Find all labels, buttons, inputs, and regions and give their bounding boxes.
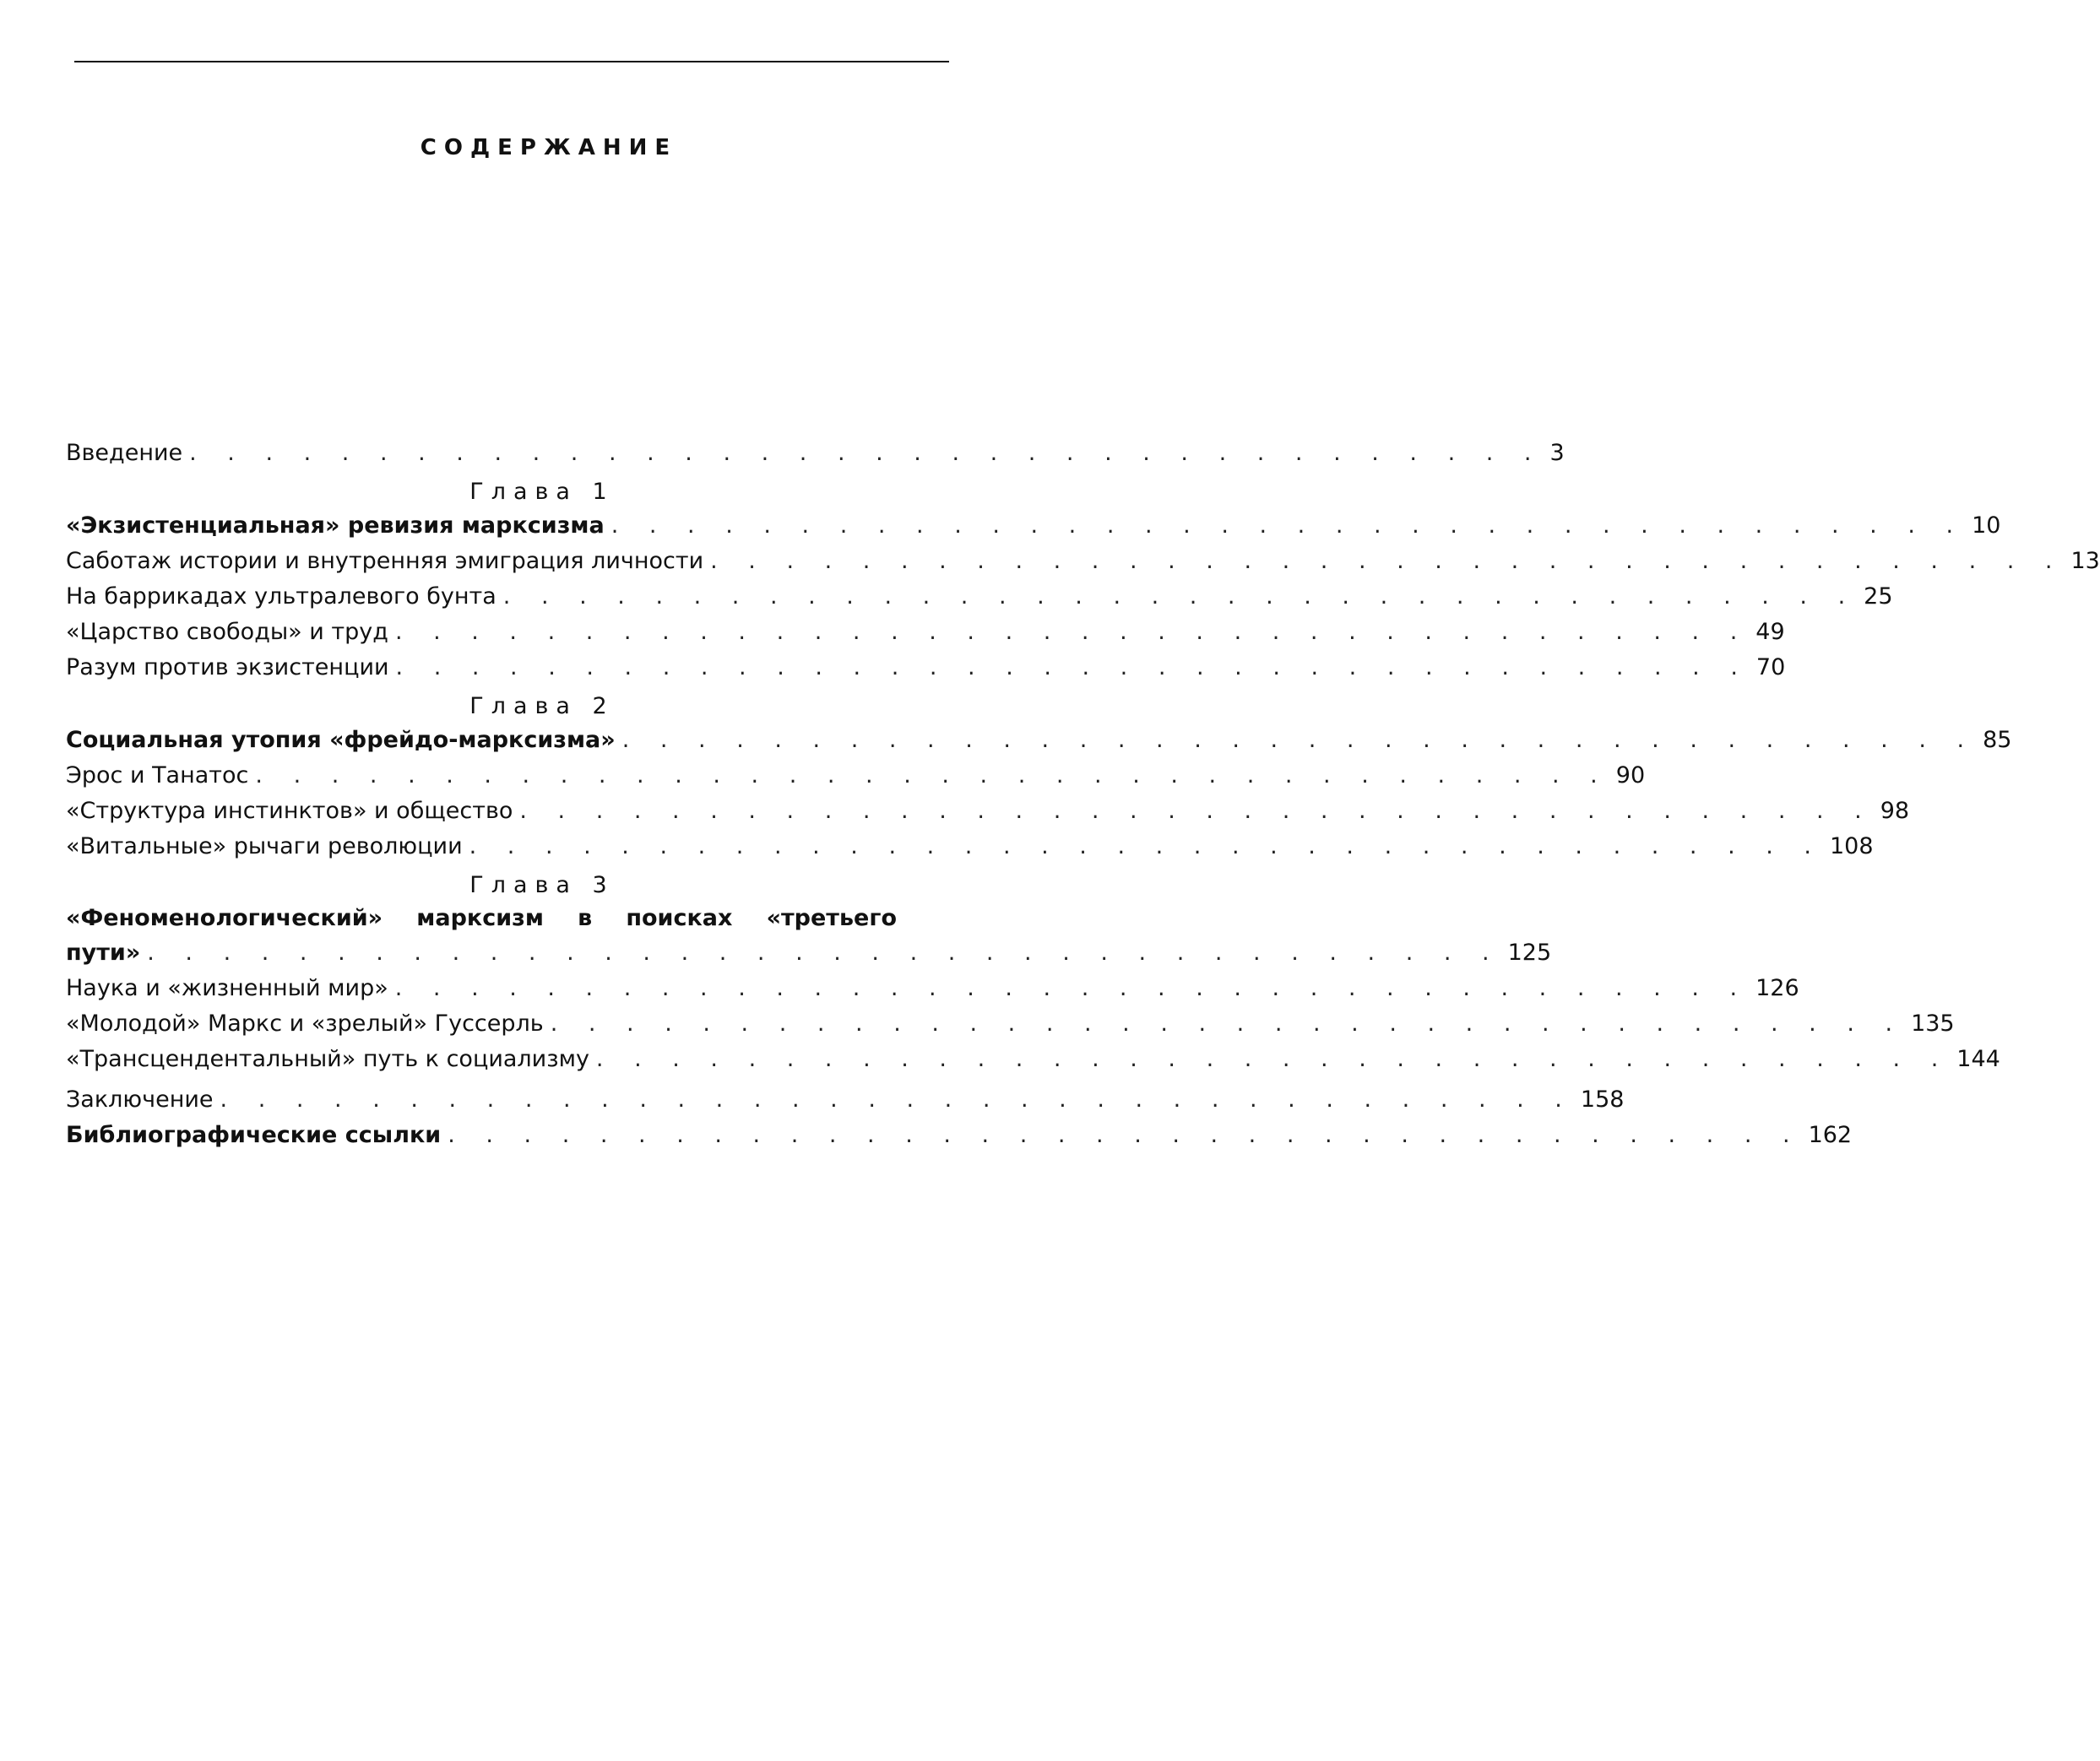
toc-entry-title: Заключение [66,1086,214,1113]
leader-dots: . . . . . . . . . . . . . . . . . . . . . . . . . . . . . . . . . . . . [502,583,1858,610]
leader-dots: . . . . . . . . . . . . . . . . . . . . . . . . . . . . . . . . . . . . [710,548,2065,574]
leader-dots: . . . . . . . . . . . . . . . . . . . . . . . . . . . . . . . . . . . . [147,940,1501,966]
toc-entry-title: «Трансцендентальный» путь к социализму [66,1046,589,1072]
toc-entry-conclusion[interactable] [66,1082,1625,1118]
toc-entry[interactable] [66,615,1785,650]
leader-dots: . . . . . . . . . . . . . . . . . . . . . . . . . . . . . . . . . . . . [610,512,1966,539]
toc-entry-title: Социальная утопия «фрейдо-марксизма» [66,727,616,753]
toc-entry-page: 85 [1983,727,2012,753]
toc-entry[interactable] [66,758,1646,794]
toc-entry-intro[interactable] [66,436,1565,471]
toc-entry-page: 3 [1549,440,1565,466]
toc-entry-page: 98 [1880,798,1910,824]
toc-entry[interactable] [66,971,1799,1006]
chapter-heading-3: Глава 3 [469,872,615,898]
chapter-heading-1: Глава 1 [469,479,615,505]
toc-entry-first-line[interactable] [66,902,951,935]
toc-entry[interactable] [66,544,2100,579]
leader-dots: . . . . . . . . . . . . . . . . . . . . . . . . . . . . . . . . . . . . [595,1046,1951,1072]
toc-entry-second-line[interactable] [66,935,1552,971]
toc-entry-title: «Витальные» рычаги революции [66,833,463,859]
toc-entry-page: 144 [1956,1046,2000,1072]
toc-entry-page: 49 [1755,619,1785,645]
toc-entry-title: «Молодой» Маркс и «зрелый» Гуссерль [66,1011,544,1037]
toc-entry-title: «Царство свободы» и труд [66,619,388,645]
toc-entry-page: 162 [1808,1122,1853,1148]
top-rule [74,61,949,62]
toc-entry[interactable] [66,579,1893,615]
leader-dots: . . . . . . . . . . . . . . . . . . . . . . . . . . . . . . . . . . . . [189,440,1544,466]
toc-entry-page: 10 [1972,512,2001,539]
toc-entry-title: Саботаж истории и внутренняя эмиграция личности [66,548,704,574]
toc-entry-title: Разум против экзистенции [66,654,389,680]
leader-dots: . . . . . . . . . . . . . . . . . . . . . . . . . . . . . . . . . . . . [395,654,1750,680]
toc-entry-references[interactable] [66,1118,1853,1153]
toc-entry-page: 135 [1911,1011,1955,1037]
toc-entry[interactable] [66,1042,2000,1077]
toc-entry-title: «Структура инстинктов» и общество [66,798,513,824]
leader-dots: . . . . . . . . . . . . . . . . . . . . . . . . . . . . . . . . . . . . [394,975,1750,1001]
leader-dots: . . . . . . . . . . . . . . . . . . . . . . . . . . . . . . . . . . . . [255,762,1609,788]
toc-entry[interactable] [66,723,2012,758]
toc-entry-title: Эрос и Танатос [66,762,249,788]
toc-entry-page: 25 [1864,583,1893,610]
toc-entry-title: На баррикадах ультралевого бунта [66,583,497,610]
table-of-contents [66,436,2100,1153]
leader-dots: . . . . . . . . . . . . . . . . . . . . . . . . . . . . . . . . . . . . [550,1011,1905,1037]
toc-entry-title: «Феноменологический» марксизм в поисках «третьего [66,905,897,931]
leader-dots: . . . . . . . . . . . . . . . . . . . . . . . . . . . . . . . . . . . . [394,619,1750,645]
toc-entry[interactable] [66,794,1910,829]
toc-entry-page: 13 [2070,548,2100,574]
toc-entry-page: 108 [1830,833,1874,859]
leader-dots: . . . . . . . . . . . . . . . . . . . . . . . . . . . . . . . . . . . . [469,833,1823,859]
toc-entry[interactable] [66,1006,1955,1042]
toc-entry-title: Библиографические ссылки [66,1122,442,1148]
leader-dots: . . . . . . . . . . . . . . . . . . . . . . . . . . . . . . . . . . . . [448,1122,1802,1148]
leader-dots: . . . . . . . . . . . . . . . . . . . . . . . . . . . . . . . . . . . . [519,798,1874,824]
toc-entry-title: Наука и «жизненный мир» [66,975,388,1001]
toc-entry[interactable] [66,829,1874,864]
chapter-heading-2: Глава 2 [469,693,615,719]
toc-entry-title: пути» [66,940,141,966]
page-title: СОДЕРЖАНИЕ [420,135,678,160]
toc-entry-title: «Экзистенциальная» ревизия марксизма [66,512,605,539]
toc-entry-page: 126 [1755,975,1799,1001]
leader-dots: . . . . . . . . . . . . . . . . . . . . . . . . . . . . . . . . . . . . [621,727,1977,753]
toc-entry-page: 158 [1580,1086,1625,1113]
toc-entry-title: Введение [66,440,183,466]
leader-dots: . . . . . . . . . . . . . . . . . . . . . . . . . . . . . . . . . . . . [220,1086,1574,1113]
toc-entry-page: 125 [1507,940,1552,966]
toc-entry-page: 90 [1615,762,1646,788]
toc-entry-page: 70 [1755,654,1786,680]
toc-entry[interactable] [66,508,2001,544]
toc-entry[interactable] [66,650,1786,685]
